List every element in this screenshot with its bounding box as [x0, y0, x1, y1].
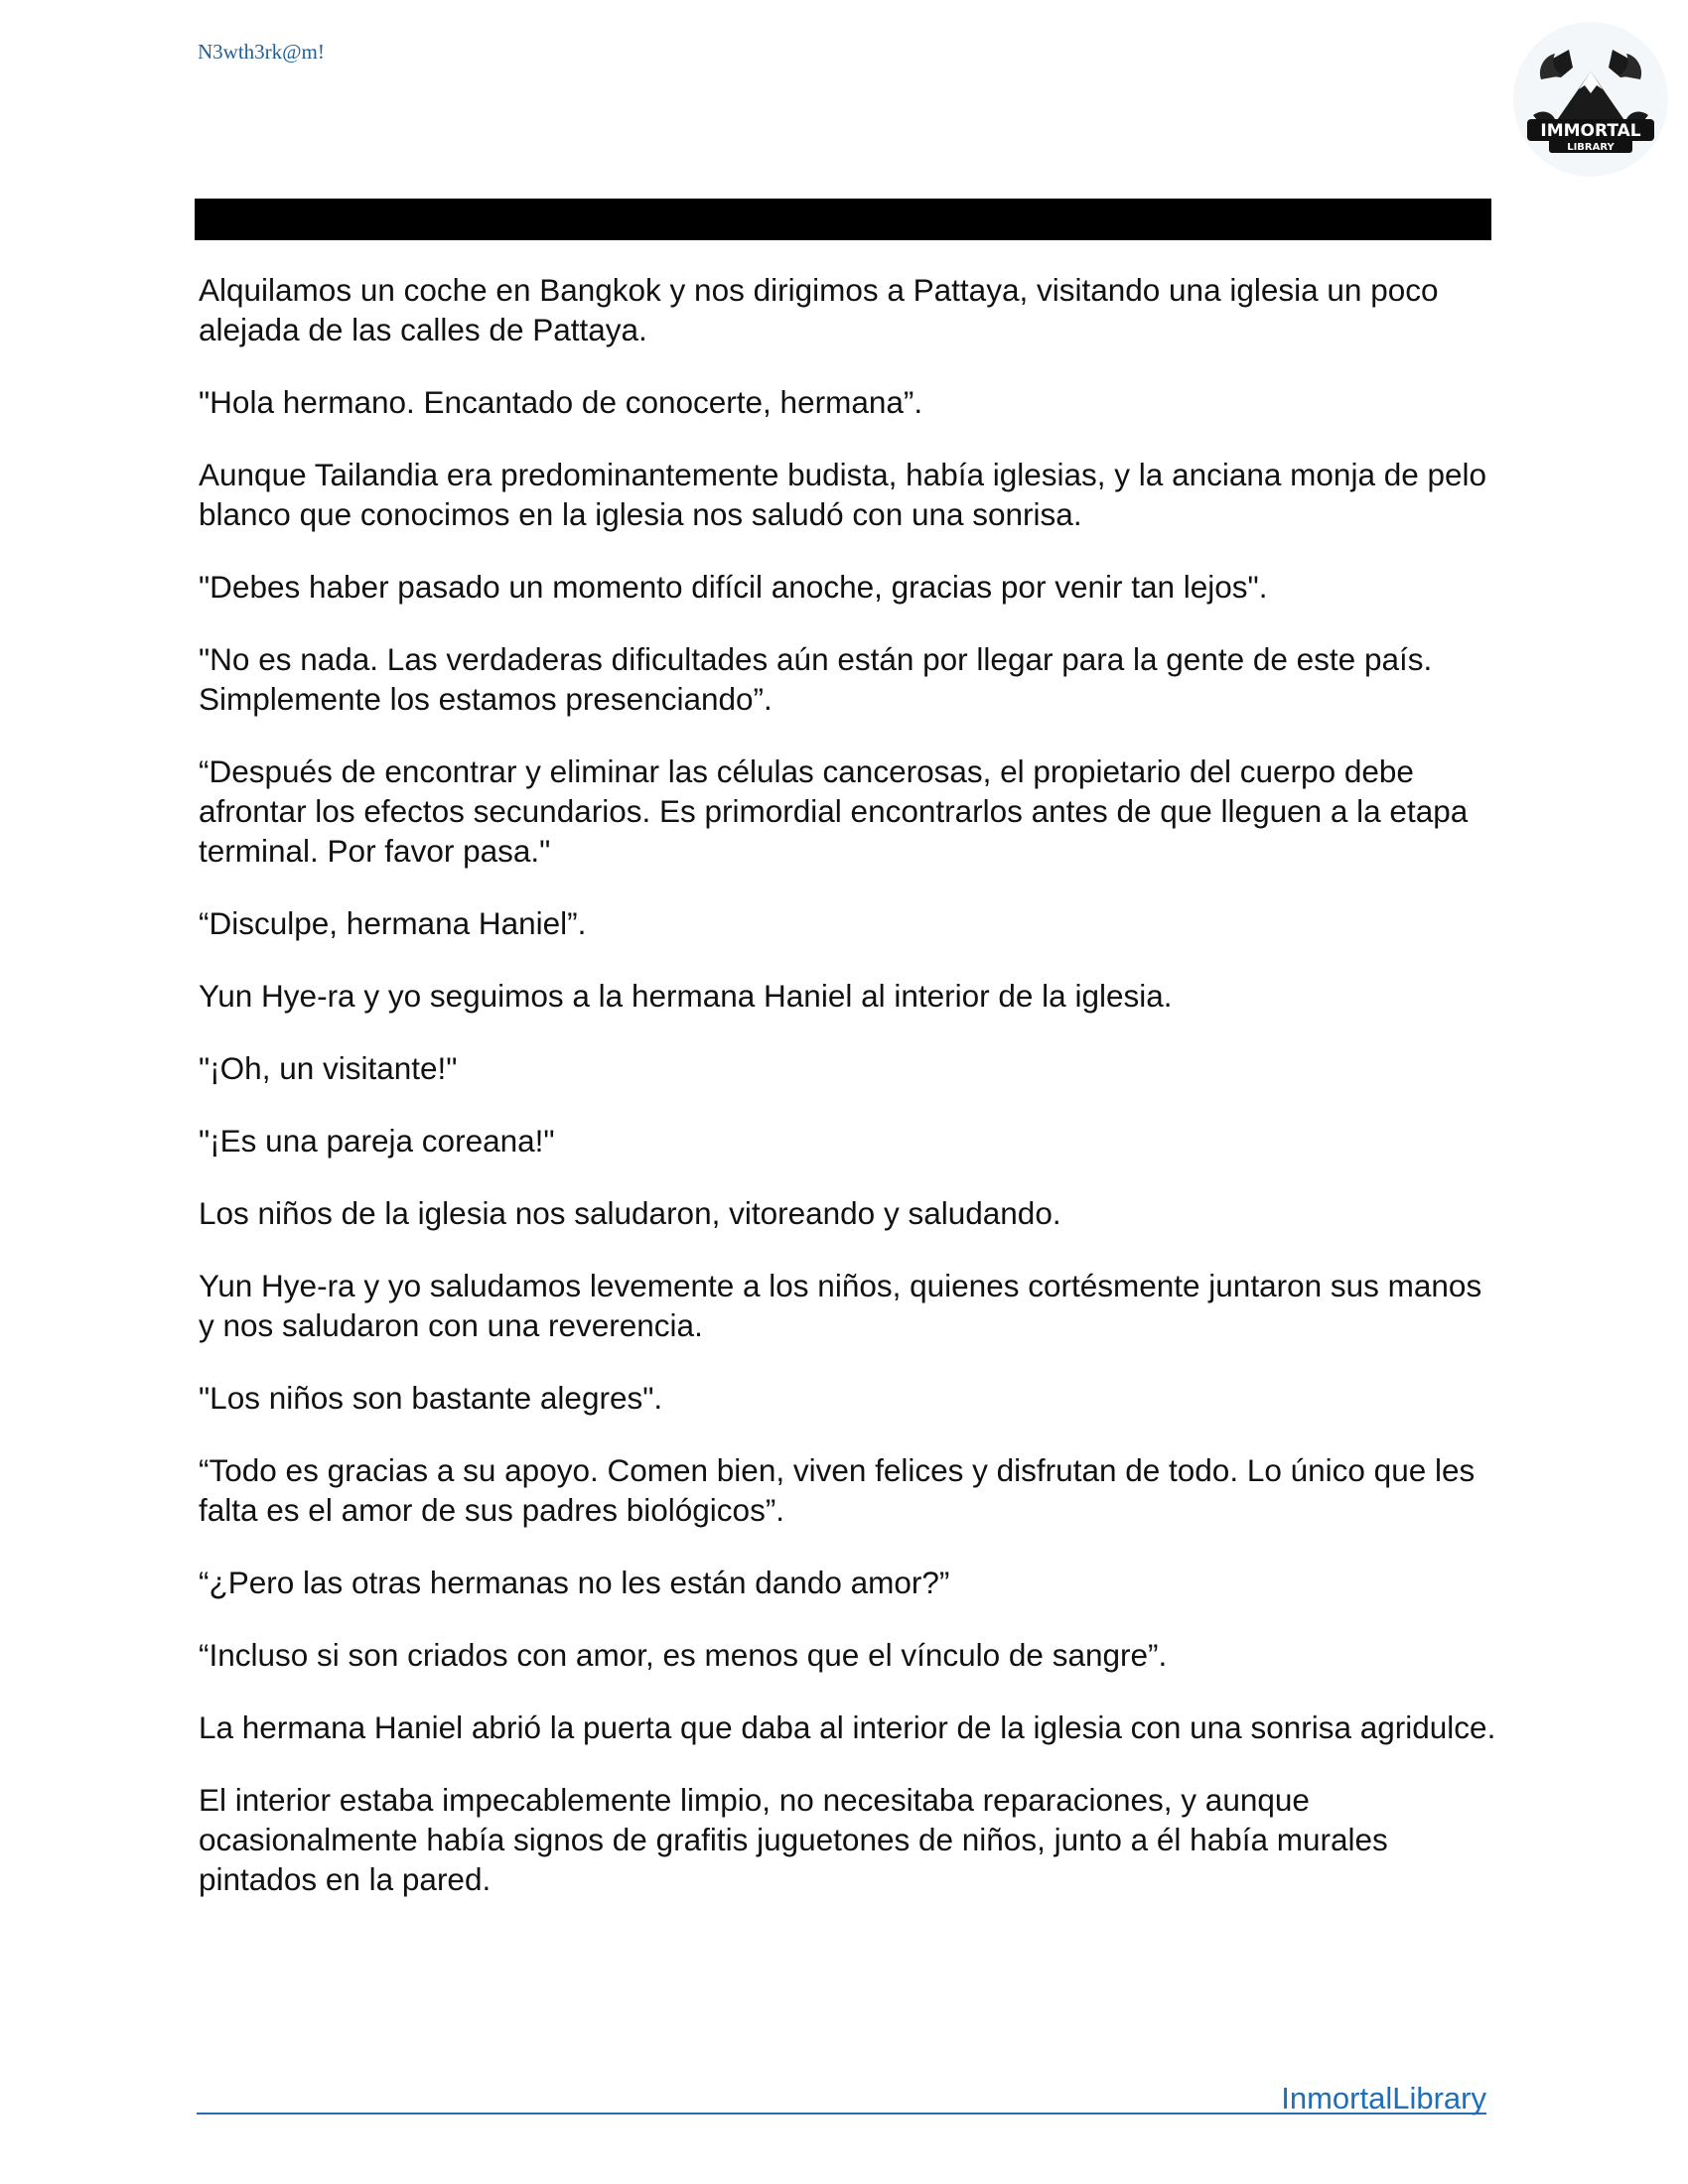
chapter-body — [199, 270, 1499, 1932]
paragraph: "Debes haber pasado un momento difícil anoche, gracias por venir tan lejos". — [199, 569, 1268, 605]
paragraph: "¡Oh, un visitante!" — [199, 1050, 458, 1086]
dragons-mountain-emblem-icon — [1511, 20, 1670, 179]
logo-line1: IMMORTAL — [1540, 121, 1641, 141]
paragraph: “¿Pero las otras hermanas no les están dando amor?” — [199, 1565, 950, 1600]
paragraph: Aunque Tailandia era predominantemente budista, había iglesias, y la anciana monja de pelo blanco que conocimos en la iglesia nos saludó con una sonrisa. — [199, 457, 1487, 532]
paragraph: "Hola hermano. Encantado de conocerte, hermana”. — [199, 384, 923, 420]
logo-line2: LIBRARY — [1567, 142, 1615, 153]
paragraph: “Disculpe, hermana Haniel”. — [199, 905, 587, 941]
paragraph: “Todo es gracias a su apoyo. Comen bien, viven felices y disfrutan de todo. Lo único que les falta es el amor de sus padres biológicos”. — [199, 1452, 1476, 1528]
paragraph: Yun Hye-ra y yo seguimos a la hermana Haniel al interior de la iglesia. — [199, 978, 1173, 1014]
footer-link[interactable]: InmortalLibrary — [1281, 2081, 1486, 2116]
paragraph: Yun Hye-ra y yo saludamos levemente a los niños, quienes cortésmente juntaron sus manos y nos saludaron con una reverencia. — [199, 1268, 1482, 1343]
paragraph: “Después de encontrar y eliminar las células cancerosas, el propietario del cuerpo debe afrontar los efectos secundarios. Es primordial encontrarlos antes de que lleguen a la etapa terminal. Por favor pasa." — [199, 753, 1469, 869]
paragraph: "No es nada. Las verdaderas dificultades aún están por llegar para la gente de este país. Simplemente los estamos presenciando”. — [199, 641, 1433, 717]
paragraph: La hermana Haniel abrió la puerta que daba al interior de la iglesia con una sonrisa agridulce. — [199, 1709, 1496, 1745]
paragraph: Alquilamos un coche en Bangkok y nos dirigimos a Pattaya, visitando una iglesia un poco alejada de las calles de Pattaya. — [199, 272, 1439, 347]
paragraph: “Incluso si son criados con amor, es menos que el vínculo de sangre”. — [199, 1637, 1168, 1673]
paragraph: "¡Es una pareja coreana!" — [199, 1123, 555, 1159]
title-redaction-bar — [195, 199, 1491, 240]
header-tag: N3wth3rk@m! — [198, 40, 325, 64]
paragraph: Los niños de la iglesia nos saludaron, vitoreando y saludando. — [199, 1195, 1061, 1231]
paragraph: "Los niños son bastante alegres". — [199, 1380, 663, 1416]
paragraph: El interior estaba impecablemente limpio, no necesitaba reparaciones, y aunque ocasionalmente había signos de grafitis juguetones de niños, junto a él había murales pintados en la pared. — [199, 1782, 1388, 1897]
immortal-library-logo — [1511, 20, 1670, 179]
